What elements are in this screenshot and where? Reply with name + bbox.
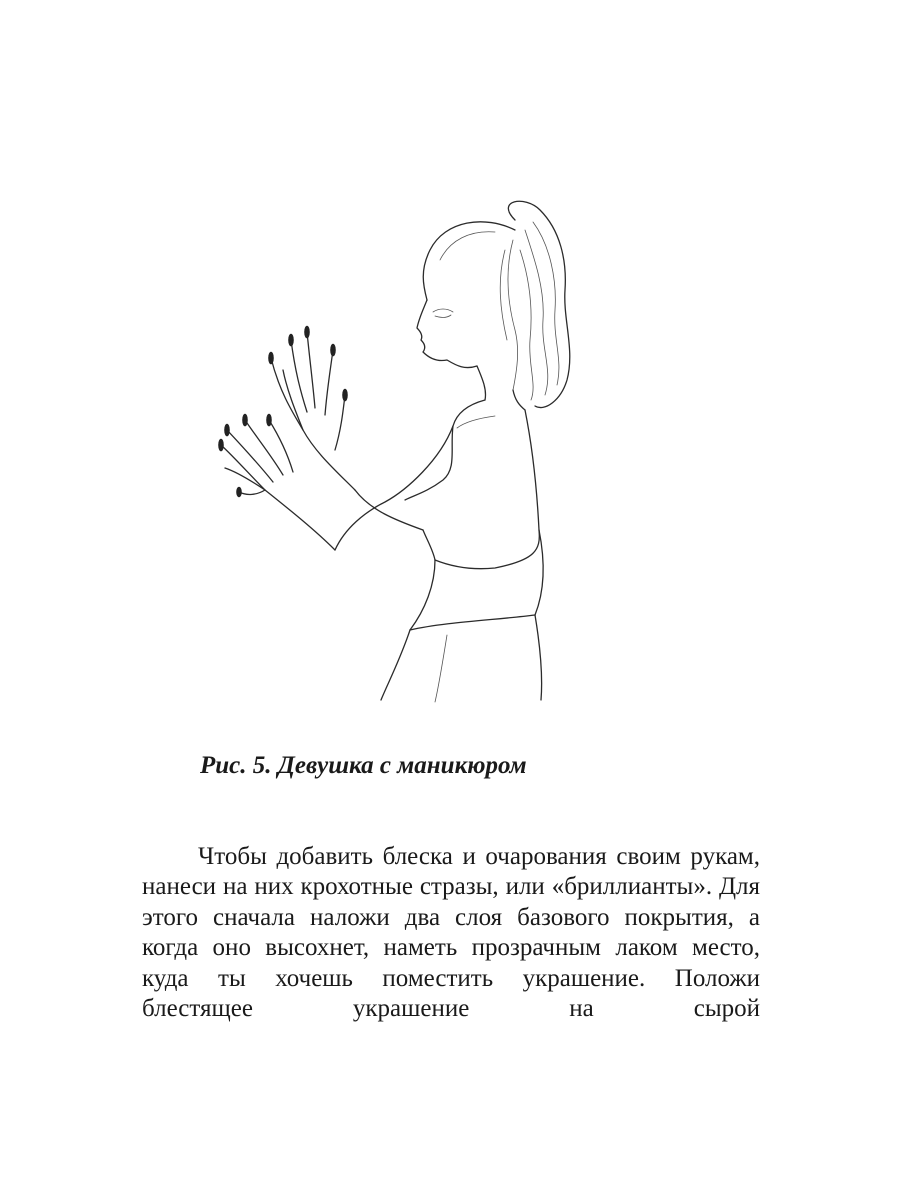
hair-front [423, 222, 515, 300]
girl-manicure-sketch [195, 190, 595, 710]
face-profile [417, 300, 477, 368]
upper-hand [283, 370, 355, 490]
skirt [410, 615, 535, 630]
figure-caption: Рис. 5. Девушка с маникюром [200, 752, 527, 779]
body-paragraph: Чтобы добавить блеска и очарования своим рукам, нанеси на них крохотные стразы, или «бриллианты». Для этого сначала наложи два слоя базового покрытия, а когда оно высохнет, наметь прозрачным лаком место, куда ты хочешь поместить украшение. Положи блестящее украшение на сырой [142, 843, 760, 1023]
ponytail [508, 201, 569, 407]
crop-top [405, 400, 485, 500]
figure-illustration [195, 190, 595, 710]
waist [410, 560, 435, 630]
lower-hand [225, 468, 335, 550]
neck [477, 366, 486, 400]
